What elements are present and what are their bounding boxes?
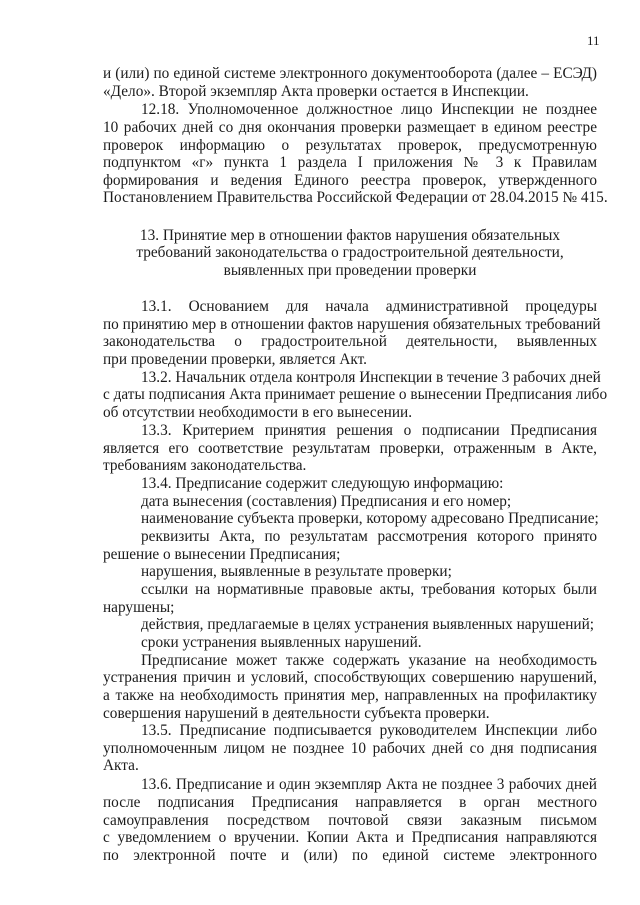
- paragraph-13-4-tail-line: совершения нарушений в деятельности субъекта проверки.: [103, 705, 490, 722]
- paragraph-13-2-line: об отсутствии необходимости в его вынесении.: [103, 404, 413, 421]
- paragraph-13-1-line: законодательства о градостроительной деятельности, выявленных: [103, 333, 597, 350]
- list-item: нарушения, выявленные в результате проверки;: [141, 563, 452, 580]
- paragraph-12-18-line: Постановлением Правительства Российской Федерации от 28.04.2015 № 415.: [103, 189, 608, 206]
- paragraph-13-4-tail-line: Предписание может также содержать указание на необходимость: [141, 652, 597, 669]
- paragraph-13-6-line: самоуправления посредством почтовой связи заказным письмом: [103, 812, 597, 829]
- paragraph-13-6-line: с уведомлением о вручении. Копии Акта и Предписания направляются: [103, 829, 597, 846]
- paragraph-12-18-line: 12.18. Уполномоченное должностное лицо Инспекции не позднее: [141, 101, 597, 118]
- paragraph-13-1-line: по принятию мер в отношении фактов нарушения обязательных требований: [103, 316, 601, 333]
- paragraph-12-18-line: формирования и ведения Единого реестра проверок, утвержденного: [103, 172, 597, 189]
- list-item: ссылки на нормативные правовые акты, требования которых были: [141, 581, 597, 598]
- paragraph-13-4-tail-line: а также на необходимость принятия мер, направленных на профилактику: [103, 687, 597, 704]
- list-item: реквизиты Акта, по результатам рассмотрения которого принято: [141, 528, 597, 545]
- paragraph-12-18-line: 10 рабочих дней со дня окончания проверки размещает в едином реестре: [103, 119, 597, 136]
- paragraph-13-3-line: 13.3. Критерием принятия решения о подписании Предписания: [141, 422, 597, 439]
- paragraph-13-5-line: Акта.: [103, 757, 139, 774]
- paragraph-13-4-line: 13.4. Предписание содержит следующую информацию:: [141, 475, 504, 492]
- list-item: нарушены;: [103, 599, 175, 616]
- paragraph-13-4-tail-line: устранения причин и условий, способствующих совершению нарушений,: [103, 669, 597, 686]
- paragraph-13-3-line: требованиям законодательства.: [103, 457, 307, 474]
- section-heading-line: требований законодательства о градостроительной деятельности,: [136, 244, 564, 261]
- list-item: дата вынесения (составления) Предписания и его номер;: [141, 493, 512, 510]
- list-item: решение о вынесении Предписания;: [103, 546, 341, 563]
- list-item: действия, предлагаемые в целях устранения выявленных нарушений;: [141, 616, 595, 633]
- paragraph-13-6-line: по электронной почте и (или) по единой системе электронного: [103, 847, 597, 864]
- paragraph-13-1-line: 13.1. Основанием для начала административной процедуры: [141, 298, 597, 315]
- list-item: сроки устранения выявленных нарушений.: [141, 634, 422, 651]
- paragraph-12-18-line: подпунктом «г» пункта 1 раздела I приложения № 3 к Правилам: [103, 154, 597, 171]
- paragraph-13-6-line: после подписания Предписания направляется в орган местного: [103, 794, 597, 811]
- paragraph-12-18-line: проверок информацию о результатах проверок, предусмотренную: [103, 137, 597, 154]
- paragraph-13-1-line: при проведении проверки, является Акт.: [103, 351, 367, 368]
- paragraph-13-3-line: является его соответствие результатам проверки, отраженным в Акте,: [103, 440, 597, 457]
- text-line: «Дело». Второй экземпляр Акта проверки остается в Инспекции.: [103, 83, 529, 100]
- text-line: и (или) по единой системе электронного документооборота (далее – ЕСЭД): [103, 65, 597, 82]
- section-heading-line: 13. Принятие мер в отношении фактов нарушения обязательных: [139, 227, 561, 244]
- paragraph-13-2-line: 13.2. Начальник отдела контроля Инспекции в течение 3 рабочих дней: [141, 369, 601, 386]
- paragraph-13-5-line: 13.5. Предписание подписывается руководителем Инспекции либо: [141, 722, 597, 739]
- list-item: наименование субъекта проверки, которому адресовано Предписание;: [141, 510, 599, 527]
- page-number: 11: [587, 33, 600, 48]
- paragraph-13-5-line: уполномоченным лицом не позднее 10 рабочих дней со дня подписания: [103, 740, 597, 757]
- paragraph-13-6-line: 13.6. Предписание и один экземпляр Акта не позднее 3 рабочих дней: [141, 776, 597, 793]
- section-heading-line: выявленных при проведении проверки: [223, 262, 477, 279]
- paragraph-13-2-line: с даты подписания Акта принимает решение о вынесении Предписания либо: [103, 386, 608, 403]
